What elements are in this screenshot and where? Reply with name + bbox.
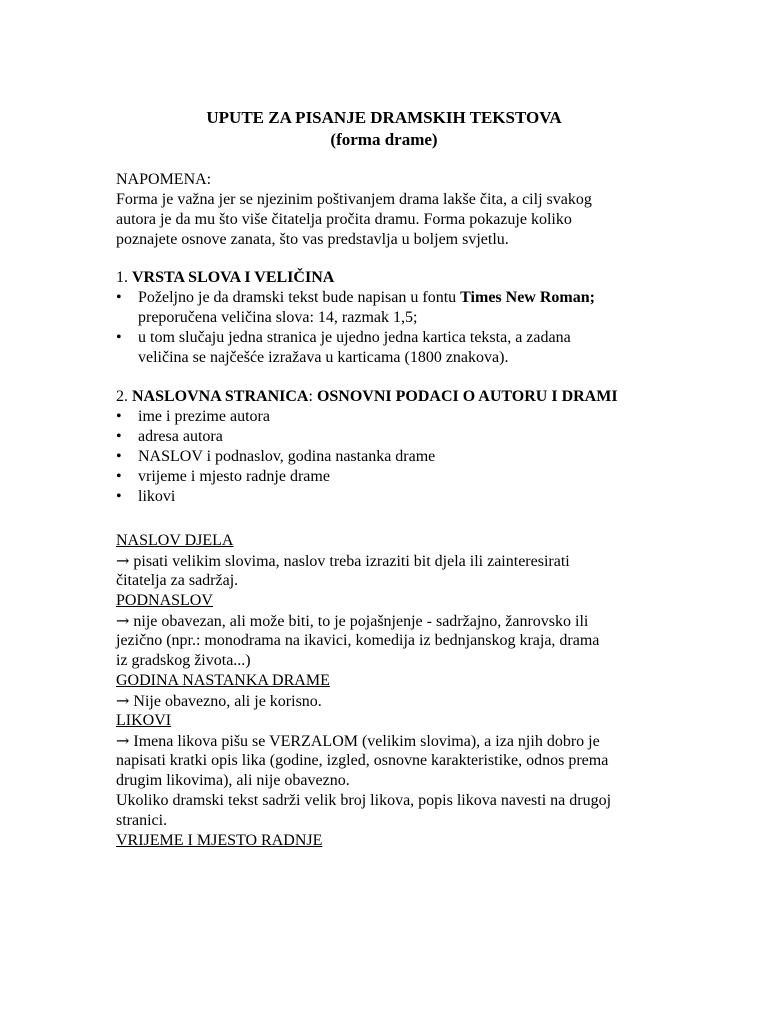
document-title: UPUTE ZA PISANJE DRAMSKIH TEKSTOVA xyxy=(206,108,562,127)
paragraph-text: nije obavezan, ali može biti, to je pojašnjenje - sadržajno, žanrovsko ili xyxy=(129,613,589,630)
details-block xyxy=(116,531,676,851)
list-item xyxy=(116,288,676,328)
arrow-icon: → xyxy=(116,611,130,630)
subheading-likovi: LIKOVI xyxy=(116,712,172,729)
paragraph-text: Ukoliko dramski tekst sadrži velik broj likova, popis likova navesti na drugoj xyxy=(116,792,612,809)
paragraph-text: napisati kratki opis lika (godine, izgled, osnovne karakteristike, odnos prema xyxy=(116,752,609,769)
list-item-text: Poželjno je da dramski tekst bude napisan u fontu xyxy=(138,289,461,306)
list-item-text: vrijeme i mjesto radnje drame xyxy=(138,468,330,485)
list-item xyxy=(116,447,676,467)
section-1-heading xyxy=(116,268,676,288)
bullet-icon: • xyxy=(116,408,122,425)
note-line: Forma je važna jer se njezinim poštivanjem drama lakše čita, a cilj svakog xyxy=(116,191,592,208)
section-2-list xyxy=(116,407,676,507)
paragraph-text: drugim likovima), ali nije obavezno. xyxy=(116,772,350,789)
list-item-text: ime i prezime autora xyxy=(138,408,270,425)
subheading-podnaslov: PODNASLOV xyxy=(116,592,213,609)
section-1 xyxy=(116,268,676,368)
list-item-text: adresa autora xyxy=(138,428,223,445)
subheading-naslov: NASLOV DJELA xyxy=(116,532,234,549)
list-item-text: likovi xyxy=(138,488,176,505)
bullet-icon: • xyxy=(116,329,122,346)
section-title: OSNOVNI PODACI O AUTORU I DRAMI xyxy=(316,388,618,405)
section-2 xyxy=(116,387,676,507)
note-heading: NAPOMENA: xyxy=(116,171,212,188)
paragraph-text: čitatelja za sadržaj. xyxy=(116,572,239,589)
arrow-icon: → xyxy=(116,731,130,750)
bullet-icon: • xyxy=(116,448,122,465)
section-title: VRSTA SLOVA I VELIČINA xyxy=(132,269,335,286)
note-block xyxy=(116,170,676,250)
list-item xyxy=(116,487,676,507)
bullet-icon: • xyxy=(116,488,122,505)
section-number: 2. xyxy=(116,388,128,405)
arrow-icon: → xyxy=(116,691,130,710)
paragraph-text: jezično (npr.: monodrama na ikavici, komedija iz bednjanskog kraja, drama xyxy=(116,632,600,649)
subheading-godina: GODINA NASTANKA DRAME xyxy=(116,672,330,689)
paragraph-text: Nije obavezno, ali je korisno. xyxy=(129,693,322,710)
section-1-list xyxy=(116,288,676,368)
list-item-text: veličina se najčešće izražava u karticama (1800 znakova). xyxy=(138,349,509,366)
paragraph-text: pisati velikim slovima, naslov treba izraziti bit djela ili zainteresirati xyxy=(129,553,570,570)
note-line: autora je da mu što više čitatelja pročita dramu. Forma pokazuje koliko xyxy=(116,211,572,228)
arrow-icon: → xyxy=(116,551,130,570)
note-line: poznajete osnove zanata, što vas predstavlja u boljem svjetlu. xyxy=(116,231,509,248)
bullet-icon: • xyxy=(116,468,122,485)
subheading-vrijeme: VRIJEME I MJESTO RADNJE xyxy=(116,832,323,849)
list-item xyxy=(116,427,676,447)
list-item xyxy=(116,407,676,427)
section-2-heading xyxy=(116,387,676,407)
list-item-text: u tom slučaju jedna stranica je ujedno jedna kartica teksta, a zadana xyxy=(138,329,571,346)
list-item xyxy=(116,328,676,368)
bullet-icon: • xyxy=(116,289,122,306)
section-title: NASLOVNA STRANICA xyxy=(132,388,309,405)
document-subtitle: (forma drame) xyxy=(330,130,438,149)
list-item-text: preporučena veličina slova: 14, razmak 1,5; xyxy=(138,309,418,326)
paragraph-text: Imena likova pišu se VERZALOM (velikim slovima), a iza njih dobro je xyxy=(129,733,600,750)
heading-separator: : xyxy=(308,388,317,405)
section-number: 1. xyxy=(116,269,128,286)
paragraph-text: iz gradskog života...) xyxy=(116,652,251,669)
list-item-text: NASLOV i podnaslov, godina nastanka drame xyxy=(138,448,436,465)
font-name: Times New Roman; xyxy=(460,289,595,306)
paragraph-text: stranici. xyxy=(116,812,168,829)
list-item xyxy=(116,467,676,487)
bullet-icon: • xyxy=(116,428,122,445)
